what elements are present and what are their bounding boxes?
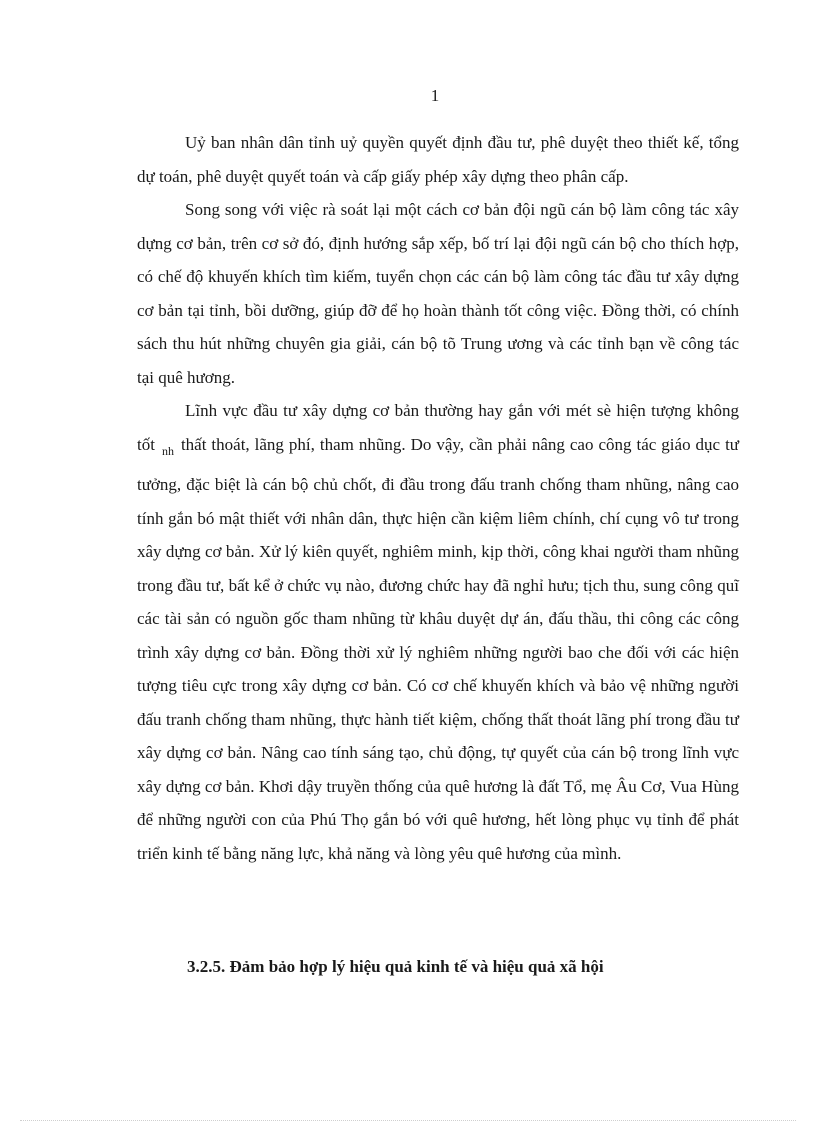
paragraph-staff-review: Song song với việc rà soát lại một cách cơ bản đội ngũ cán bộ làm công tác xây dựng cơ bản, trên cơ sở đó, định hướng sắp xếp, bố trí lại đội ngũ cán bộ cho thích hợp, có chế độ khuyến khích tìm kiếm, tuyển chọn các cán bộ làm công tác đầu tư xây dựng cơ bản tại tỉnh, bồi dưỡng, giúp đỡ để họ hoàn thành tốt công việc. Đồng thời, có chính sách thu hút những chuyên gia giải, cán bộ tõ Trung ương và các tỉnh bạn về công tác tại quê hương. — [137, 200, 739, 387]
body-text — [137, 126, 739, 870]
paragraph-anti-corruption-start: Lĩnh vực đầu tư xây dựng cơ bản thường hay gắn với mét sè hiện tượng không tốt — [137, 401, 739, 454]
paragraph-authorization: Uỷ ban nhân dân tỉnh uỷ quyền quyết định đầu tư, phê duyệt theo thiết kế, tổng dự toán, phê duyệt quyết toán và cấp giấy phép xây dựng theo phân cấp. — [137, 133, 739, 186]
paragraph-anti-corruption-rest: thất thoát, lãng phí, tham nhũng. Do vậy, cần phải nâng cao công tác giáo dục tư tưởng, đặc biệt là cán bộ chủ chốt, đi đầu trong đấu tranh chống tham nhũng, nâng cao tính gắn bó mật thiết với nhân dân, thực hiện cần kiệm liêm chính, chí cụng vô tư trong xây dựng cơ bản. Xử lý kiên quyết, nghiêm minh, kịp thời, công khai người tham nhũng trong đầu tư, bất kể ở chức vụ nào, đương chức hay đã nghỉ hưu; tịch thu, sung công quĩ các tài sản có nguồn gốc tham nhũng từ khâu duyệt dự án, đấu thầu, thi công các công trình xây dựng cơ bản. Đồng thời xử lý nghiêm những người bao che đối với các hiện tượng tiêu cực trong xây dựng cơ bản. Có cơ chế khuyến khích và bảo vệ những người đấu tranh chống tham nhũng, thực hành tiết kiệm, chống thất thoát lãng phí trong đầu tư xây dựng cơ bản. Nâng cao tính sáng tạo, chủ động, tự quyết của cán bộ trong lĩnh vực xây dựng cơ bản. Khơi dậy truyền thống của quê hương là đất Tổ, mẹ Âu Cơ, Vua Hùng để những người con của Phú Thọ gắn bó với quê hương, hết lòng phục vụ tỉnh để phát triển kinh tế bằng năng lực, khả năng và lòng yêu quê hương của mình. — [137, 434, 740, 863]
subscript-fragment: nh — [161, 443, 174, 458]
section-heading: 3.2.5. Đảm bảo hợp lý hiệu quả kinh tế và hiệu quả xã hội — [187, 957, 604, 976]
page-number: 1 — [430, 86, 440, 105]
page-bottom-divider — [20, 1120, 796, 1121]
paragraph-anti-corruption — [137, 394, 739, 870]
